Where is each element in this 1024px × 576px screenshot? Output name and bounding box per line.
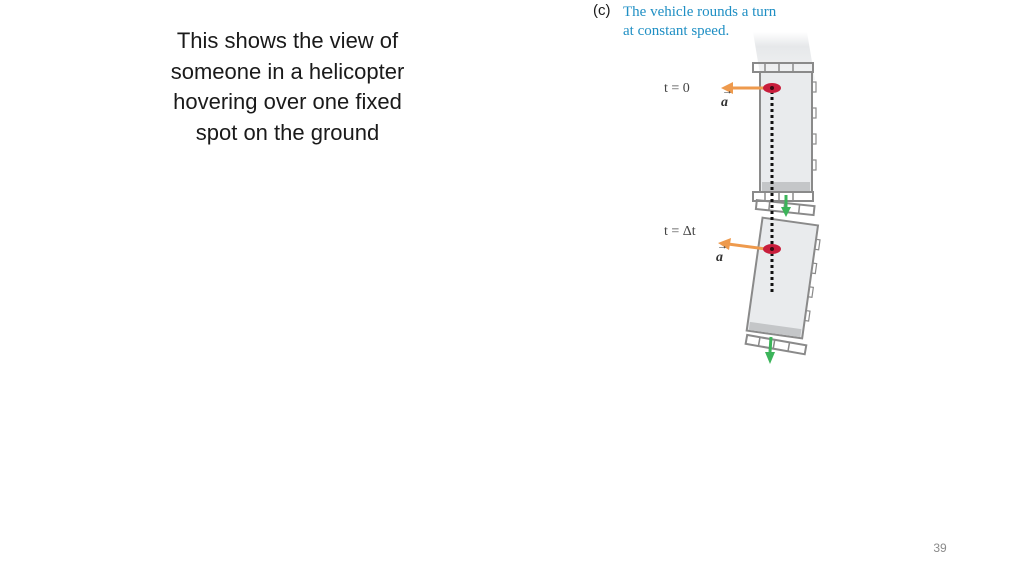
vehicle-rear-bumper (762, 182, 810, 191)
figure-caption-line: The vehicle rounds a turn (623, 4, 777, 20)
slide-body-text (140, 26, 435, 148)
figure-caption (623, 3, 776, 41)
figure-part-label: (c) (593, 2, 611, 19)
vehicle-turn-figure (585, 0, 835, 370)
vehicle-body (747, 218, 818, 339)
acceleration-vector-label (716, 240, 728, 266)
velocity-arrow (765, 337, 775, 364)
body-text-line: spot on the ground (195, 119, 380, 145)
page-number: 39 (933, 541, 947, 555)
vehicle-diagram (585, 0, 835, 370)
acceleration-symbol: a (716, 250, 723, 265)
vehicle-bottom (746, 200, 822, 354)
body-text-line: someone in a helicopter (170, 58, 405, 84)
time-label-dt: t = Δt (664, 224, 696, 239)
time-label-t0: t = 0 (664, 81, 690, 96)
vector-arrow-icon: → (722, 85, 733, 97)
body-text-line: hovering over one fixed (173, 89, 402, 114)
velocity-arrow (781, 195, 791, 217)
vector-arrow-icon: → (717, 240, 728, 252)
figure-caption-line: at constant speed. (623, 23, 730, 39)
acceleration-symbol: a (721, 95, 728, 110)
vehicle-top (753, 63, 816, 201)
body-text-line: This shows the view of (176, 28, 399, 53)
acceleration-vector-label (721, 85, 733, 111)
